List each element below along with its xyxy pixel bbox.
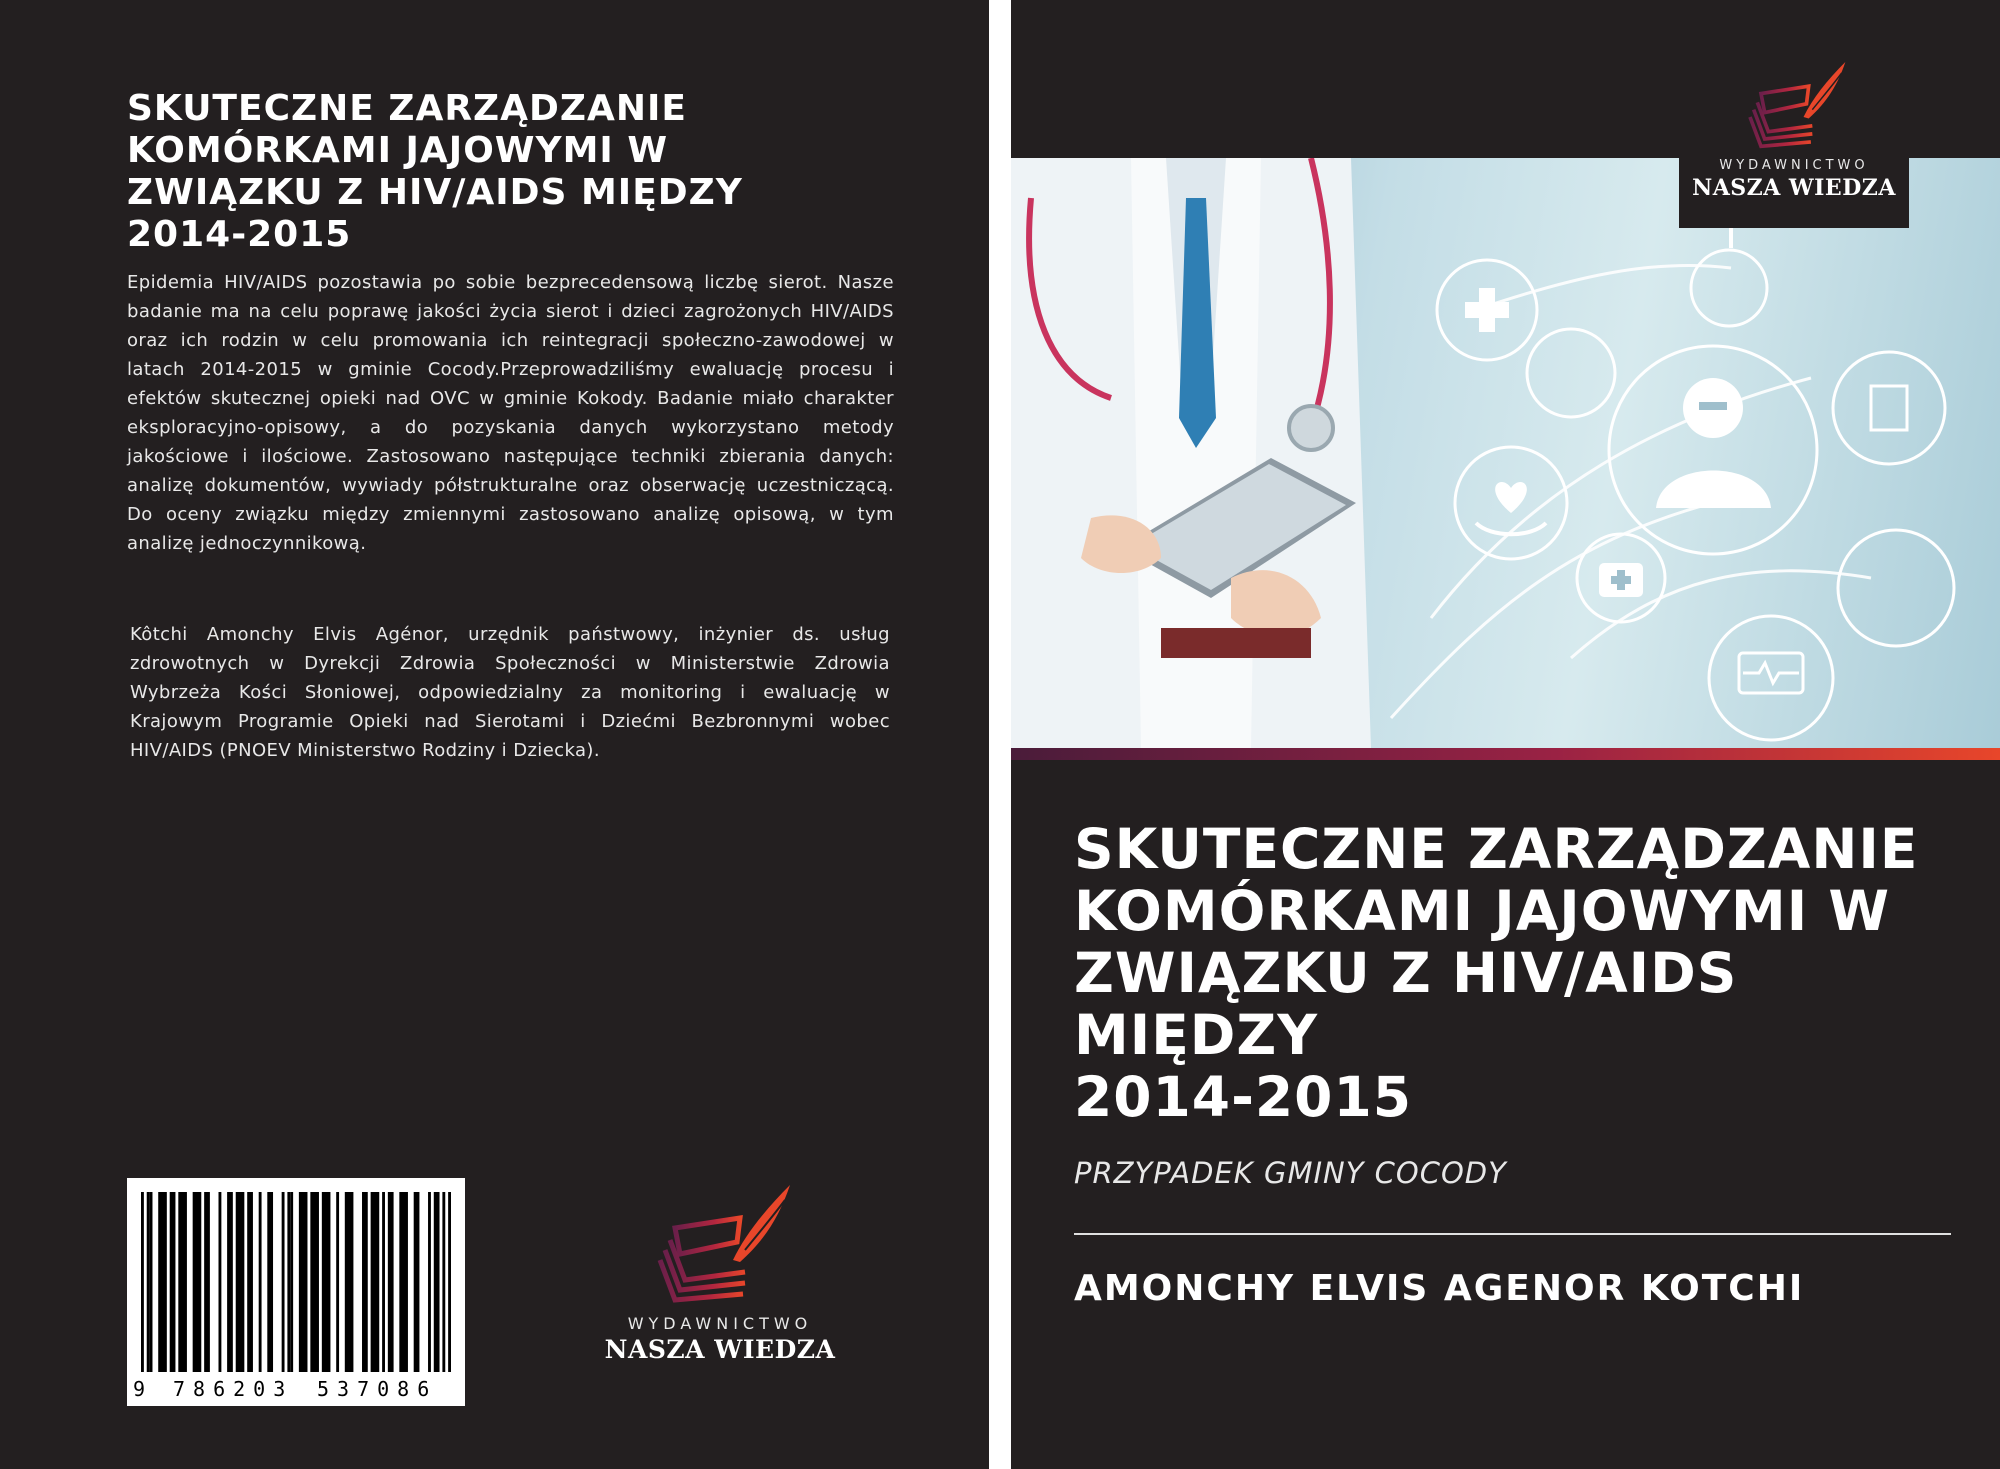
front-title-line-2: KOMÓRKAMI JAJOWYMI W [1074,879,1891,943]
author-name: AMONCHY ELVIS AGENOR KOTCHI [1074,1268,1805,1309]
barcode-digits: 537086 [317,1377,438,1401]
barcode-bar [204,1192,210,1372]
front-title-line-5: 2014-2015 [1074,1065,1412,1129]
barcode-bar [362,1192,368,1372]
barcode-digits: 786203 [173,1377,294,1401]
barcode-bar [150,1192,153,1372]
back-title-line-2: KOMÓRKAMI JAJOWYMI W [127,130,669,171]
accent-gradient-bar [1011,748,2000,760]
barcode-bar [382,1192,385,1372]
barcode-bar [442,1192,445,1372]
barcode-bar [399,1192,408,1372]
barcode-bar [193,1192,202,1372]
publisher-label: WYDAWNICTWO [1719,158,1869,173]
medical-cross-icon [1465,288,1509,332]
barcode-digits: 9 [133,1377,154,1401]
publisher-name: NASZA WIEDZA [604,1335,836,1364]
barcode-bar [310,1192,319,1372]
barcode-bar [178,1192,187,1372]
barcode-bar [282,1192,285,1372]
barcode-bar [388,1192,394,1372]
barcode-bar [170,1192,176,1372]
back-title-line-1: SKUTECZNE ZARZĄDZANIE [127,88,687,129]
book-subtitle: PRZYPADEK GMINY COCODY [1074,1156,1507,1190]
author-bio-text: Kôtchi Amonchy Elvis Agénor, urzędnik państwowy, inżynier ds. usług zdrowotnych w Dyrekcji Zdrowia Społeczności w Ministerstwie Zdrowia Wybrzeża Kości Słoniowej, odpowiedzialny za monitoring i ewaluację w Krajowym Programie Opieki nad Sierotami i Dziećmi Bezbronnymi wobec HIV/AIDS (PNOEV Ministerstwo Rodziny i Dziecka). [130,624,890,761]
doctor-avatar-icon [1656,378,1771,508]
barcode-bar [219,1192,222,1372]
synopsis-text: Epidemia HIV/AIDS pozostawia po sobie bezprecedensową liczbę sierot. Nasze badanie ma na celu poprawę jakości życia sierot i dzieci zagrożonych HIV/AIDS oraz ich rodzin w celu promowania ich reintegracji społeczno-zawodowej w latach 2014-2015 w gminie Cocody.Przeprowadziliśmy ewaluację procesu i efektów skutecznej opieki nad OVC w gminie Kokody. Badanie miało charakter eksploracyjno-opisowy, a do pozyskania danych wykorzystano metody jakościowe i ilościowe. Zastosowano następujące techniki zbierania danych: analizę dokumentów, wywiady półstrukturalne oraz obserwację uczestniczącą. Do oceny związku między zmiennymi zastosowano analizę opisową, w tym analizę jednoczynnikową. [127,272,894,554]
book-quill-icon [1739,56,1849,156]
front-title-line-3: ZWIĄZKU Z HIV/AIDS [1074,941,1738,1005]
front-cover [1011,0,2000,1469]
heart-monitor-icon [1739,653,1803,693]
barcode-bar [141,1192,144,1372]
front-title-line-1: SKUTECZNE ZARZĄDZANIE [1074,817,1919,881]
barcode-bar [299,1192,308,1372]
publisher-name: NASZA WIEDZA [1692,175,1896,201]
publisher-logo-front [1679,52,1909,228]
barcode-bar [267,1192,273,1372]
barcode-bar [158,1192,167,1372]
barcode-bar [227,1192,233,1372]
medical-illustration [1011,158,2000,748]
barcode-bar [434,1192,440,1372]
back-cover [0,0,989,1469]
first-aid-kit-icon [1599,563,1643,597]
hand-heart-icon [1476,482,1546,534]
publisher-label: WYDAWNICTWO [627,1314,813,1333]
front-title-line-4: MIĘDZY [1074,1003,1319,1067]
barcode-bar [147,1192,150,1372]
back-cover-title [127,88,887,256]
publisher-logo-back [590,1180,850,1364]
barcode-bar [259,1192,262,1372]
barcode-bar [322,1192,331,1372]
back-title-line-3: ZWIĄZKU Z HIV/AIDS MIĘDZY [127,172,743,213]
barcode-bar [428,1192,431,1372]
barcode-bar [371,1192,380,1372]
barcode-bars [127,1178,465,1406]
barcode-bar [336,1192,339,1372]
barcode-bar [414,1192,420,1372]
barcode-bar [448,1192,451,1372]
barcode-bar [247,1192,253,1372]
isbn-barcode [127,1178,465,1406]
cover-photo-doctor-tablet [1011,158,2000,748]
back-title-line-4: 2014-2015 [127,214,352,255]
book-quill-icon [645,1180,795,1310]
barcode-bar [236,1192,245,1372]
barcode-bar [345,1192,354,1372]
front-cover-title [1074,818,1974,1128]
barcode-bar [290,1192,293,1372]
divider-line [1074,1233,1951,1235]
document-icon [1871,386,1907,430]
barcode-bar [287,1192,290,1372]
